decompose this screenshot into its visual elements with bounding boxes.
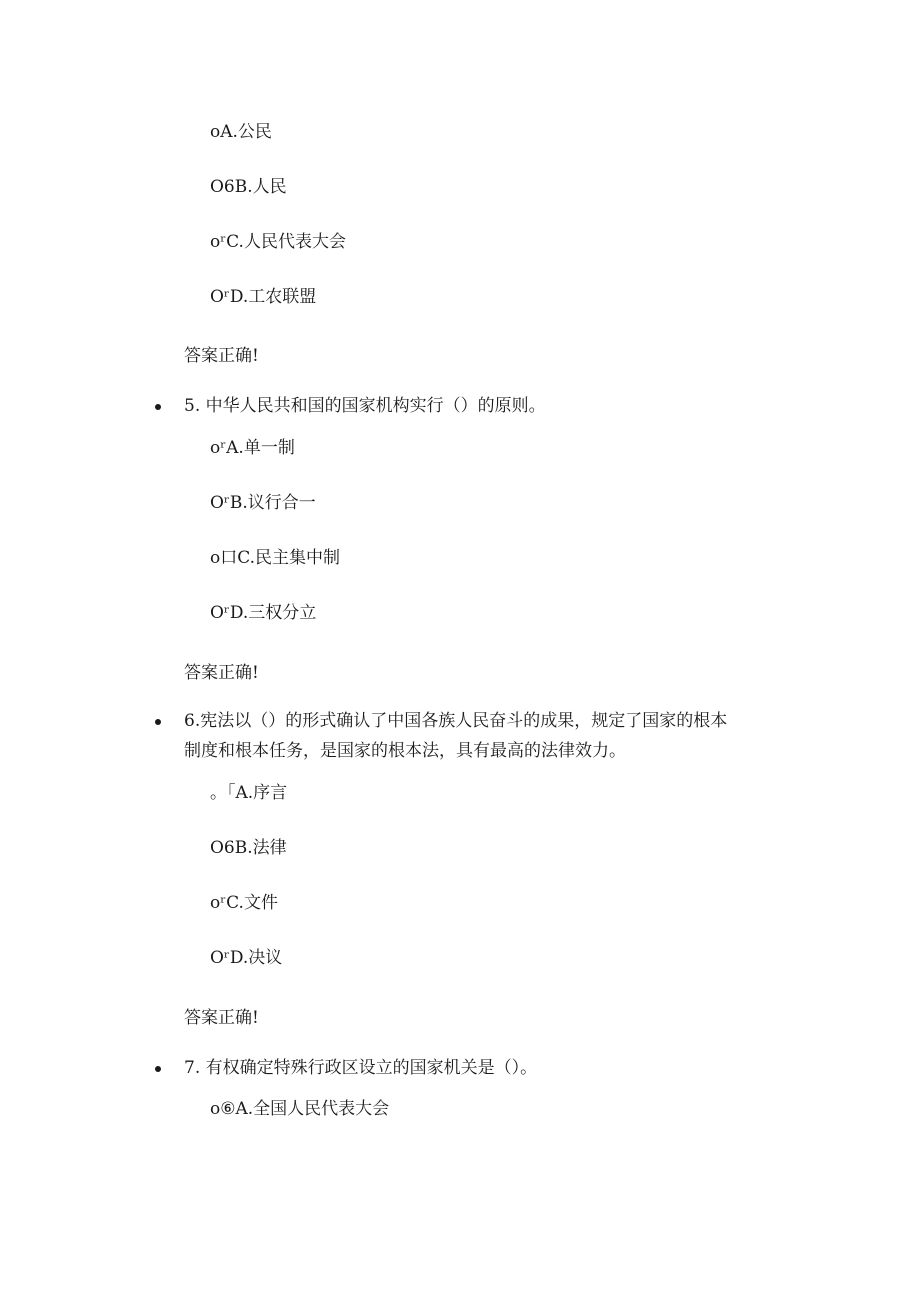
option-c[interactable]: oʳC.人民代表大会 [210,232,346,252]
option-d[interactable]: OʳD.三权分立 [210,603,317,623]
question-6-text-line2: 制度和根本任务，是国家的根本法，具有最高的法律效力。 [184,741,626,761]
option-c[interactable]: oʳC.文件 [210,893,278,913]
option-a[interactable]: o⑥A.全国人民代表大会 [210,1099,390,1119]
option-b[interactable]: O6B.人民 [210,177,287,197]
option-a[interactable]: oA.公民 [210,122,272,142]
list-bullet [155,1066,161,1072]
option-c[interactable]: o口C.民主集中制 [210,548,341,568]
answer-feedback: 答案正确! [184,346,259,366]
option-b[interactable]: OʳB.议行合一 [210,493,316,513]
option-a[interactable]: oʳA.单一制 [210,438,295,458]
question-7-text: 7. 有权确定特殊行政区设立的国家机关是（）。 [184,1058,538,1078]
option-d[interactable]: OʳD.决议 [210,948,283,968]
question-6-text-line1: 6.宪法以（）的形式确认了中国各族人民奋斗的成果，规定了国家的根本 [184,711,728,731]
option-b[interactable]: O6B.法律 [210,838,287,858]
list-bullet [155,404,161,410]
list-bullet [155,719,161,725]
option-a[interactable]: 。「A.序言 [210,783,288,803]
option-d[interactable]: OʳD.工农联盟 [210,287,317,307]
question-5-text: 5. 中华人民共和国的国家机构实行（）的原则。 [184,396,546,416]
answer-feedback: 答案正确! [184,1008,259,1028]
answer-feedback: 答案正确! [184,663,259,683]
